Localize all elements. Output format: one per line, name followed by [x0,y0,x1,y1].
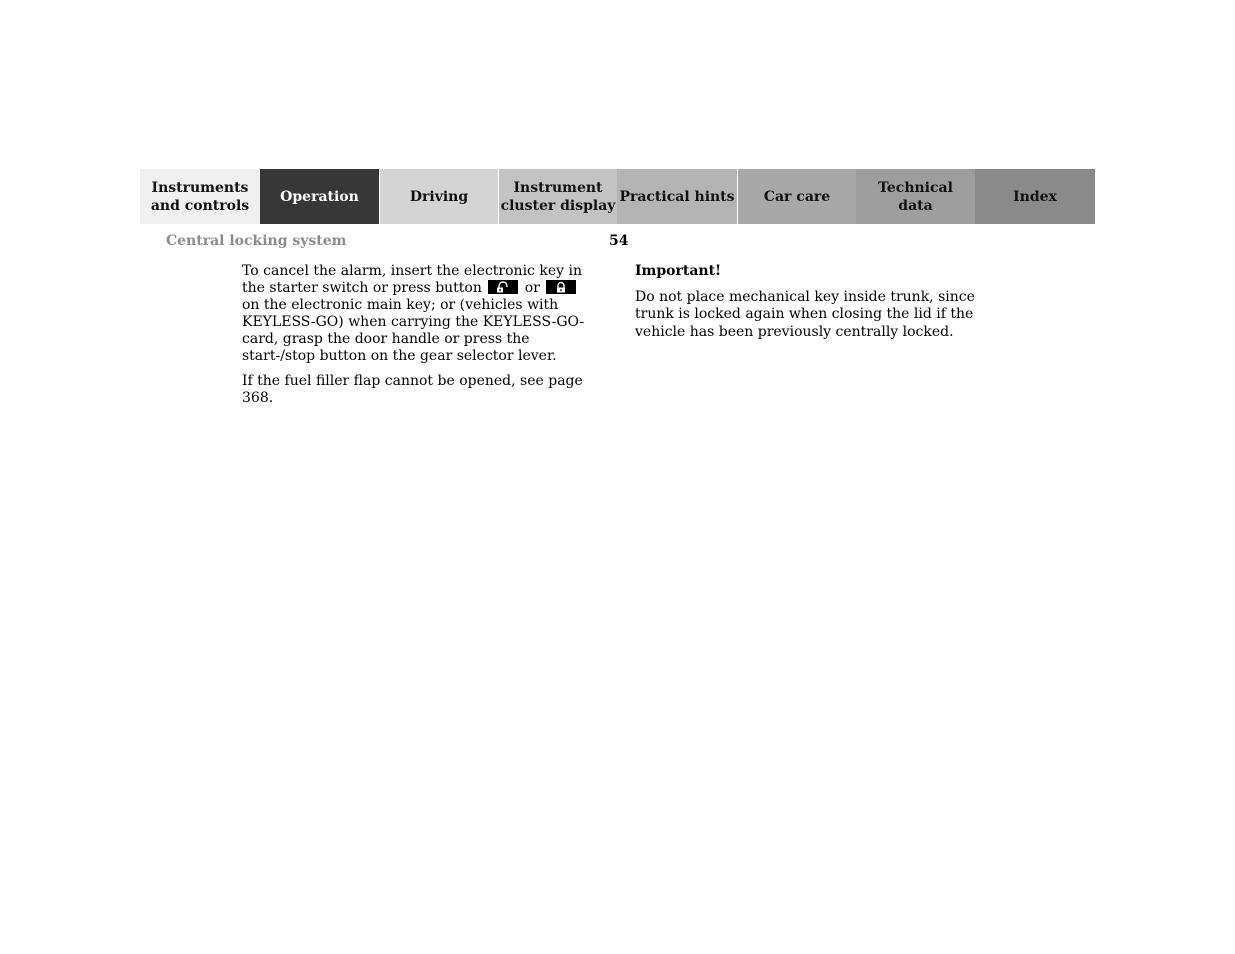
tab-index[interactable]: Index [975,169,1095,224]
alarm-text-or: or [524,280,540,296]
alarm-cancel-paragraph [242,263,587,365]
top-navigation-tabs [140,169,1095,224]
unlock-icon [488,280,518,294]
important-heading: Important! [635,263,722,279]
tab-practical-hints[interactable]: Practical hints [617,169,737,224]
tab-operation[interactable]: Operation [260,169,379,224]
lock-icon [546,280,576,294]
tab-car-care[interactable]: Car care [737,169,856,224]
tab-driving[interactable]: Driving [379,169,498,224]
page-number: 54 [609,233,629,249]
alarm-text-part2: on the electronic main key; or (vehicles with KEYLESS-GO) when carrying the KEYLESS-GO-card, grasp the door handle or press the start-/stop button on the gear selector lever. [242,297,585,364]
section-title: Central locking system [166,233,347,249]
important-body: Do not place mechanical key inside trunk, since trunk is locked again when closing the lid if the vehicle has been previously centrally locked. [635,288,975,340]
tab-instruments-and-controls[interactable]: Instruments and controls [140,169,260,224]
tab-technical-data[interactable]: Technical data [856,169,975,224]
fuel-filler-paragraph: If the fuel filler flap cannot be opened, see page 368. [242,373,583,406]
left-column [242,263,587,415]
right-column [635,263,1005,349]
alarm-text-part1: To cancel the alarm, insert the electronic key in the starter switch or press button [242,263,582,296]
tab-instrument-cluster-display[interactable]: Instrument cluster display [498,169,617,224]
